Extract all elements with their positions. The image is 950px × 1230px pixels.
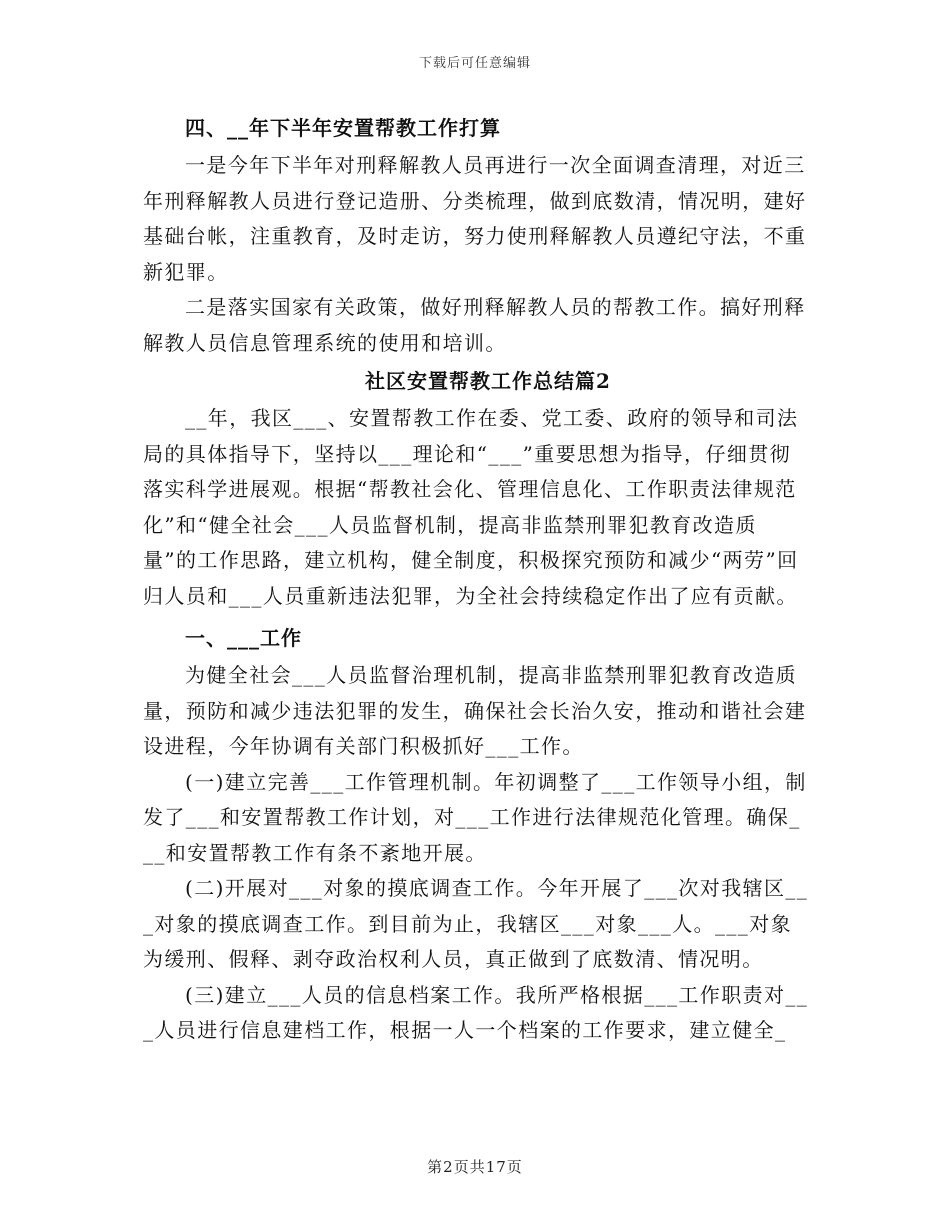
page-number-footer: 第2页共17页 <box>427 1158 523 1176</box>
section-heading-four: 四、__年下半年安置帮教工作打算 <box>185 116 501 140</box>
paragraph-plan-one: 一是今年下半年对刑释解教人员再进行一次全面调查清理，对近三年刑释解教人员进行登记造册、分类梳理，做到底数清，情况明，建好基础台帐，注重教育，及时走访，努力使刑释解教人员遵纪守法，不重新犯罪。 <box>143 153 807 284</box>
page-header-note: 下载后可任意编辑 <box>418 56 531 71</box>
paragraph-intro: __年，我区___、安置帮教工作在委、党工委、政府的领导和司法局的具体指导下，坚持以___理论和“___”重要思想为指导，仔细贯彻落实科学进展观。根据“帮教社会化、管理信息化、工作职责法律规范化”和“健全社会___人员监督机制，提高非监禁刑罪犯教育改造质量”的工作思路，建立机构，健全制度，积极探究预防和减少“两劳”回归人员和___人员重新违法犯罪，为全社会持续稳定作出了应有贡献。 <box>143 406 799 608</box>
document-title: 社区安置帮教工作总结篇2 <box>365 369 611 393</box>
paragraph-item-three: (三)建立___人员的信息档案工作。我所严格根据___工作职责对___人员进行信息建档工作，根据一人一个档案的工作要求，建立健全_ <box>143 982 809 1042</box>
paragraph-work: 为健全社会___人员监督治理机制，提高非监禁刑罪犯教育改造质量，预防和减少违法犯罪的发生，确保社会长治久安，推动和谐社会建设进程，今年协调有关部门积极抓好___工作。 <box>143 663 807 758</box>
paragraph-plan-two: 二是落实国家有关政策，做好刑释解教人员的帮教工作。搞好刑释解教人员信息管理系统的使用和培训。 <box>143 295 806 355</box>
document-body <box>143 108 811 1049</box>
paragraph-item-two: (二)开展对___对象的摸底调查工作。今年开展了___次对我辖区___对象的摸底调查工作。到目前为止，我辖区___对象___人。___对象为缓刑、假释、剥夺政治权利人员，真正做到了底数清、情况明。 <box>143 876 809 971</box>
paragraph-item-one: (一)建立完善___工作管理机制。年初调整了___工作领导小组，制发了___和安置帮教工作计划，对___工作进行法律规范化管理。确保___和安置帮教工作有条不紊地开展。 <box>143 769 807 865</box>
section-heading-one: 一、___工作 <box>185 626 302 650</box>
